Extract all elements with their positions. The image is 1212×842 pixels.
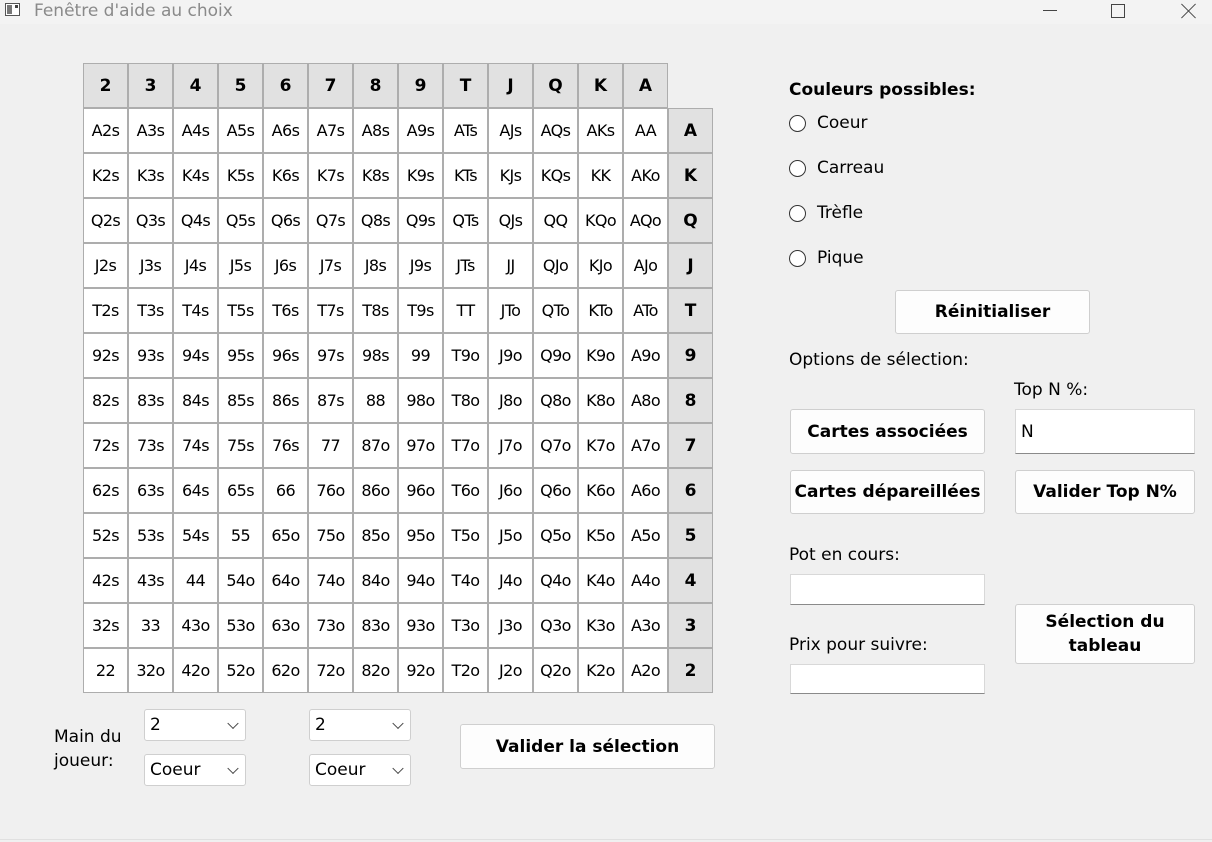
radio-button-icon: [789, 205, 806, 222]
hand-grid: [83, 63, 713, 693]
suited-cards-button[interactable]: Cartes associées: [790, 409, 985, 454]
call-price-label: Prix pour suivre:: [789, 635, 928, 655]
app-window-icon: [5, 3, 20, 16]
grid-row: [83, 558, 713, 603]
card1-suit-value: Coeur: [150, 760, 201, 780]
row-header: 8: [668, 378, 713, 423]
hand-cell[interactable]: 98s: [353, 333, 398, 378]
column-header: 2: [83, 63, 128, 108]
hand-cell[interactable]: 43s: [128, 558, 173, 603]
row-header: K: [668, 153, 713, 198]
hand-cell[interactable]: KJo: [578, 243, 623, 288]
hand-cell[interactable]: T5s: [218, 288, 263, 333]
hand-cell[interactable]: J2s: [83, 243, 128, 288]
hand-cell[interactable]: A9s: [398, 108, 443, 153]
row-header: 6: [668, 468, 713, 513]
hand-cell[interactable]: 52s: [83, 513, 128, 558]
hand-cell[interactable]: A6o: [623, 468, 668, 513]
hand-cell[interactable]: T2o: [443, 648, 488, 693]
hand-cell[interactable]: 98o: [398, 378, 443, 423]
hand-cell[interactable]: 32s: [83, 603, 128, 648]
grid-row: [83, 153, 713, 198]
hand-cell[interactable]: 86o: [353, 468, 398, 513]
hand-cell[interactable]: Q5s: [218, 198, 263, 243]
hand-cell[interactable]: KK: [578, 153, 623, 198]
hand-cell[interactable]: T6s: [263, 288, 308, 333]
hand-cell[interactable]: 84o: [353, 558, 398, 603]
hand-cell[interactable]: Q2s: [83, 198, 128, 243]
hand-cell[interactable]: A2s: [83, 108, 128, 153]
hand-cell[interactable]: J4s: [173, 243, 218, 288]
hand-cell[interactable]: 86s: [263, 378, 308, 423]
hand-cell[interactable]: KTo: [578, 288, 623, 333]
row-header: 7: [668, 423, 713, 468]
hand-cell[interactable]: 66: [263, 468, 308, 513]
hand-cell[interactable]: J9s: [398, 243, 443, 288]
column-header: Q: [533, 63, 578, 108]
hand-cell[interactable]: Q2o: [533, 648, 578, 693]
hand-cell[interactable]: J3s: [128, 243, 173, 288]
hand-cell[interactable]: KQo: [578, 198, 623, 243]
validate-selection-button[interactable]: Valider la sélection: [460, 724, 715, 769]
hand-cell[interactable]: 62s: [83, 468, 128, 513]
hand-cell[interactable]: 73s: [128, 423, 173, 468]
hand-cell[interactable]: A9o: [623, 333, 668, 378]
title-bar: [0, 0, 1212, 24]
hand-cell[interactable]: 42s: [83, 558, 128, 603]
hand-cell[interactable]: 72s: [83, 423, 128, 468]
hand-cell[interactable]: AKs: [578, 108, 623, 153]
hand-cell[interactable]: 55: [218, 513, 263, 558]
hand-cell[interactable]: Q4s: [173, 198, 218, 243]
hand-cell[interactable]: K4o: [578, 558, 623, 603]
hand-cell[interactable]: T3s: [128, 288, 173, 333]
hand-cell[interactable]: KTs: [443, 153, 488, 198]
hand-cell[interactable]: 76o: [308, 468, 353, 513]
column-header: A: [623, 63, 668, 108]
hand-cell[interactable]: 87o: [353, 423, 398, 468]
grid-row: [83, 513, 713, 558]
radio-trefle[interactable]: [789, 203, 863, 223]
hand-cell[interactable]: J5o: [488, 513, 533, 558]
hand-cell[interactable]: JTs: [443, 243, 488, 288]
hand-cell[interactable]: K7s: [308, 153, 353, 198]
hand-cell[interactable]: 94s: [173, 333, 218, 378]
hand-cell[interactable]: 62o: [263, 648, 308, 693]
hand-cell[interactable]: AQo: [623, 198, 668, 243]
hand-cell[interactable]: T4s: [173, 288, 218, 333]
hand-cell[interactable]: J8o: [488, 378, 533, 423]
player-hand-label-line2: joueur:: [54, 751, 114, 771]
hand-cell[interactable]: 72o: [308, 648, 353, 693]
hand-cell[interactable]: A8s: [353, 108, 398, 153]
validate-top-n-button[interactable]: Valider Top N%: [1015, 470, 1195, 514]
pot-label: Pot en cours:: [789, 545, 900, 565]
radio-button-icon: [789, 160, 806, 177]
column-header: 9: [398, 63, 443, 108]
hand-cell[interactable]: 84s: [173, 378, 218, 423]
hand-cell[interactable]: T4o: [443, 558, 488, 603]
hand-cell[interactable]: Q3s: [128, 198, 173, 243]
chevron-down-icon: [392, 718, 403, 729]
hand-cell[interactable]: Q3o: [533, 603, 578, 648]
hand-cell[interactable]: ATo: [623, 288, 668, 333]
hand-cell[interactable]: ATs: [443, 108, 488, 153]
player-hand-label: [54, 725, 122, 773]
hand-cell[interactable]: AQs: [533, 108, 578, 153]
hand-cell[interactable]: 64s: [173, 468, 218, 513]
column-header: 8: [353, 63, 398, 108]
column-header: J: [488, 63, 533, 108]
hand-cell[interactable]: 83o: [353, 603, 398, 648]
hand-cell[interactable]: K2o: [578, 648, 623, 693]
hand-cell[interactable]: 74s: [173, 423, 218, 468]
hand-cell[interactable]: 82o: [353, 648, 398, 693]
hand-cell[interactable]: QQ: [533, 198, 578, 243]
hand-cell[interactable]: KJs: [488, 153, 533, 198]
grid-row: [83, 648, 713, 693]
hand-cell[interactable]: 99: [398, 333, 443, 378]
column-header: 7: [308, 63, 353, 108]
radio-label: Pique: [817, 248, 864, 268]
hand-cell[interactable]: 75o: [308, 513, 353, 558]
hand-cell[interactable]: 43o: [173, 603, 218, 648]
player-hand-label-line1: Main du: [54, 727, 122, 747]
radio-button-icon: [789, 115, 806, 132]
hand-cell[interactable]: 65s: [218, 468, 263, 513]
grid-row: [83, 243, 713, 288]
row-header: J: [668, 243, 713, 288]
card1-rank-value: 2: [150, 715, 161, 735]
hand-cell[interactable]: J4o: [488, 558, 533, 603]
hand-cell[interactable]: A7o: [623, 423, 668, 468]
hand-cell[interactable]: 94o: [398, 558, 443, 603]
hand-cell[interactable]: J8s: [353, 243, 398, 288]
hand-cell[interactable]: AJo: [623, 243, 668, 288]
card2-suit-value: Coeur: [315, 760, 366, 780]
hand-cell[interactable]: 75s: [218, 423, 263, 468]
hand-cell[interactable]: 92o: [398, 648, 443, 693]
hand-cell[interactable]: A3s: [128, 108, 173, 153]
hand-cell[interactable]: A7s: [308, 108, 353, 153]
hand-cell[interactable]: K6o: [578, 468, 623, 513]
hand-cell[interactable]: Q7s: [308, 198, 353, 243]
grid-row: [83, 108, 713, 153]
hand-cell[interactable]: AA: [623, 108, 668, 153]
hand-cell[interactable]: T8o: [443, 378, 488, 423]
chevron-down-icon: [227, 763, 238, 774]
hand-cell[interactable]: T9o: [443, 333, 488, 378]
pot-input[interactable]: [790, 574, 985, 605]
grid-row: [83, 603, 713, 648]
column-header: 4: [173, 63, 218, 108]
radio-button-icon: [789, 250, 806, 267]
call-price-input[interactable]: [790, 664, 985, 694]
radio-label: Trèfle: [817, 203, 864, 223]
radio-label: Coeur: [817, 113, 868, 133]
hand-cell[interactable]: 85o: [353, 513, 398, 558]
maximize-icon[interactable]: [1095, 0, 1141, 22]
hand-cell[interactable]: K3o: [578, 603, 623, 648]
hand-cell[interactable]: 77: [308, 423, 353, 468]
hand-cell[interactable]: K8o: [578, 378, 623, 423]
hand-cell[interactable]: K5s: [218, 153, 263, 198]
hand-cell[interactable]: J2o: [488, 648, 533, 693]
top-n-input[interactable]: N: [1015, 409, 1195, 454]
row-header: 5: [668, 513, 713, 558]
hand-cell[interactable]: Q5o: [533, 513, 578, 558]
hand-cell[interactable]: K4s: [173, 153, 218, 198]
hand-cell[interactable]: T7o: [443, 423, 488, 468]
hand-cell[interactable]: 64o: [263, 558, 308, 603]
selection-options-heading: Options de sélection:: [789, 350, 969, 370]
table-selection-line1: Sélection du: [1045, 612, 1165, 632]
reset-button[interactable]: Réinitialiser: [895, 290, 1090, 334]
grid-row: [83, 468, 713, 513]
column-header: 5: [218, 63, 263, 108]
grid-row: [83, 333, 713, 378]
card1-rank-select[interactable]: [144, 709, 246, 741]
window-title: Fenêtre d'aide au choix: [34, 1, 233, 21]
hand-cell[interactable]: A4o: [623, 558, 668, 603]
hand-cell[interactable]: K2s: [83, 153, 128, 198]
hand-cell[interactable]: QJs: [488, 198, 533, 243]
hand-cell[interactable]: 33: [128, 603, 173, 648]
hand-cell[interactable]: 53o: [218, 603, 263, 648]
card2-suit-select[interactable]: [309, 754, 411, 786]
column-header: 3: [128, 63, 173, 108]
table-selection-button[interactable]: [1015, 604, 1195, 664]
hand-cell[interactable]: 42o: [173, 648, 218, 693]
hand-cell[interactable]: 95s: [218, 333, 263, 378]
bottom-divider: [0, 839, 1212, 840]
hand-cell[interactable]: A2o: [623, 648, 668, 693]
hand-cell[interactable]: 63s: [128, 468, 173, 513]
card1-suit-select[interactable]: [144, 754, 246, 786]
card2-rank-select[interactable]: [309, 709, 411, 741]
hand-cell[interactable]: Q4o: [533, 558, 578, 603]
hand-cell[interactable]: J7o: [488, 423, 533, 468]
table-selection-line2: tableau: [1068, 636, 1142, 656]
hand-cell[interactable]: Q8o: [533, 378, 578, 423]
hand-cell[interactable]: J6s: [263, 243, 308, 288]
hand-cell[interactable]: Q9s: [398, 198, 443, 243]
hand-cell[interactable]: T9s: [398, 288, 443, 333]
hand-cell[interactable]: K9s: [398, 153, 443, 198]
column-header: 6: [263, 63, 308, 108]
hand-cell[interactable]: 73o: [308, 603, 353, 648]
row-header: 2: [668, 648, 713, 693]
radio-label: Carreau: [817, 158, 885, 178]
hand-cell[interactable]: K9o: [578, 333, 623, 378]
hand-cell[interactable]: QTo: [533, 288, 578, 333]
grid-body: [83, 108, 713, 693]
row-header: 4: [668, 558, 713, 603]
top-n-label: Top N %:: [1014, 380, 1089, 400]
colors-heading: Couleurs possibles:: [789, 80, 976, 100]
row-header: 9: [668, 333, 713, 378]
grid-row: [83, 423, 713, 468]
hand-cell[interactable]: 63o: [263, 603, 308, 648]
hand-cell[interactable]: 97o: [398, 423, 443, 468]
hand-cell[interactable]: 97s: [308, 333, 353, 378]
radio-coeur[interactable]: [789, 113, 868, 133]
hand-cell[interactable]: J6o: [488, 468, 533, 513]
hand-cell[interactable]: 65o: [263, 513, 308, 558]
hand-cell[interactable]: A6s: [263, 108, 308, 153]
hand-cell[interactable]: Q9o: [533, 333, 578, 378]
grid-row: [83, 288, 713, 333]
hand-cell[interactable]: 22: [83, 648, 128, 693]
hand-cell[interactable]: T5o: [443, 513, 488, 558]
hand-cell[interactable]: 53s: [128, 513, 173, 558]
hand-cell[interactable]: 32o: [128, 648, 173, 693]
row-header: A: [668, 108, 713, 153]
radio-pique[interactable]: [789, 248, 864, 268]
hand-cell[interactable]: 92s: [83, 333, 128, 378]
hand-cell[interactable]: J3o: [488, 603, 533, 648]
hand-cell[interactable]: QTs: [443, 198, 488, 243]
hand-cell[interactable]: J7s: [308, 243, 353, 288]
hand-cell[interactable]: AKo: [623, 153, 668, 198]
hand-cell[interactable]: 82s: [83, 378, 128, 423]
hand-cell[interactable]: Q7o: [533, 423, 578, 468]
card2-rank-value: 2: [315, 715, 326, 735]
hand-cell[interactable]: 88: [353, 378, 398, 423]
hand-cell[interactable]: 54s: [173, 513, 218, 558]
hand-cell[interactable]: Q6s: [263, 198, 308, 243]
hand-cell[interactable]: JTo: [488, 288, 533, 333]
hand-cell[interactable]: 95o: [398, 513, 443, 558]
hand-cell[interactable]: 96s: [263, 333, 308, 378]
hand-cell[interactable]: A5s: [218, 108, 263, 153]
hand-cell[interactable]: 87s: [308, 378, 353, 423]
radio-carreau[interactable]: [789, 158, 884, 178]
hand-cell[interactable]: K7o: [578, 423, 623, 468]
hand-cell[interactable]: QJo: [533, 243, 578, 288]
hand-cell[interactable]: AJs: [488, 108, 533, 153]
chevron-down-icon: [392, 763, 403, 774]
chevron-down-icon: [227, 718, 238, 729]
hand-cell[interactable]: K5o: [578, 513, 623, 558]
hand-cell[interactable]: T3o: [443, 603, 488, 648]
hand-cell[interactable]: K6s: [263, 153, 308, 198]
minimize-icon[interactable]: [1026, 0, 1072, 22]
hand-cell[interactable]: A5o: [623, 513, 668, 558]
row-header: Q: [668, 198, 713, 243]
hand-cell[interactable]: 93s: [128, 333, 173, 378]
hand-cell[interactable]: 76s: [263, 423, 308, 468]
hand-cell[interactable]: K3s: [128, 153, 173, 198]
column-header: T: [443, 63, 488, 108]
hand-cell[interactable]: T7s: [308, 288, 353, 333]
hand-cell[interactable]: TT: [443, 288, 488, 333]
hand-cell[interactable]: Q8s: [353, 198, 398, 243]
grid-row: [83, 198, 713, 243]
hand-cell[interactable]: Q6o: [533, 468, 578, 513]
offsuit-cards-button[interactable]: Cartes dépareillées: [790, 470, 985, 514]
hand-cell[interactable]: T2s: [83, 288, 128, 333]
row-header: T: [668, 288, 713, 333]
hand-cell[interactable]: 44: [173, 558, 218, 603]
hand-cell[interactable]: T8s: [353, 288, 398, 333]
hand-cell[interactable]: J5s: [218, 243, 263, 288]
grid-row: [83, 378, 713, 423]
hand-cell[interactable]: 54o: [218, 558, 263, 603]
hand-cell[interactable]: JJ: [488, 243, 533, 288]
column-header-row: [83, 63, 713, 108]
hand-cell[interactable]: J9o: [488, 333, 533, 378]
hand-cell[interactable]: 74o: [308, 558, 353, 603]
hand-cell[interactable]: T6o: [443, 468, 488, 513]
column-header: K: [578, 63, 623, 108]
hand-cell[interactable]: K8s: [353, 153, 398, 198]
hand-cell[interactable]: 85s: [218, 378, 263, 423]
hand-cell[interactable]: 52o: [218, 648, 263, 693]
hand-cell[interactable]: A8o: [623, 378, 668, 423]
hand-cell[interactable]: 93o: [398, 603, 443, 648]
hand-cell[interactable]: 96o: [398, 468, 443, 513]
hand-cell[interactable]: A3o: [623, 603, 668, 648]
close-icon[interactable]: [1166, 0, 1212, 22]
hand-cell[interactable]: KQs: [533, 153, 578, 198]
hand-cell[interactable]: 83s: [128, 378, 173, 423]
row-header: 3: [668, 603, 713, 648]
hand-cell[interactable]: A4s: [173, 108, 218, 153]
